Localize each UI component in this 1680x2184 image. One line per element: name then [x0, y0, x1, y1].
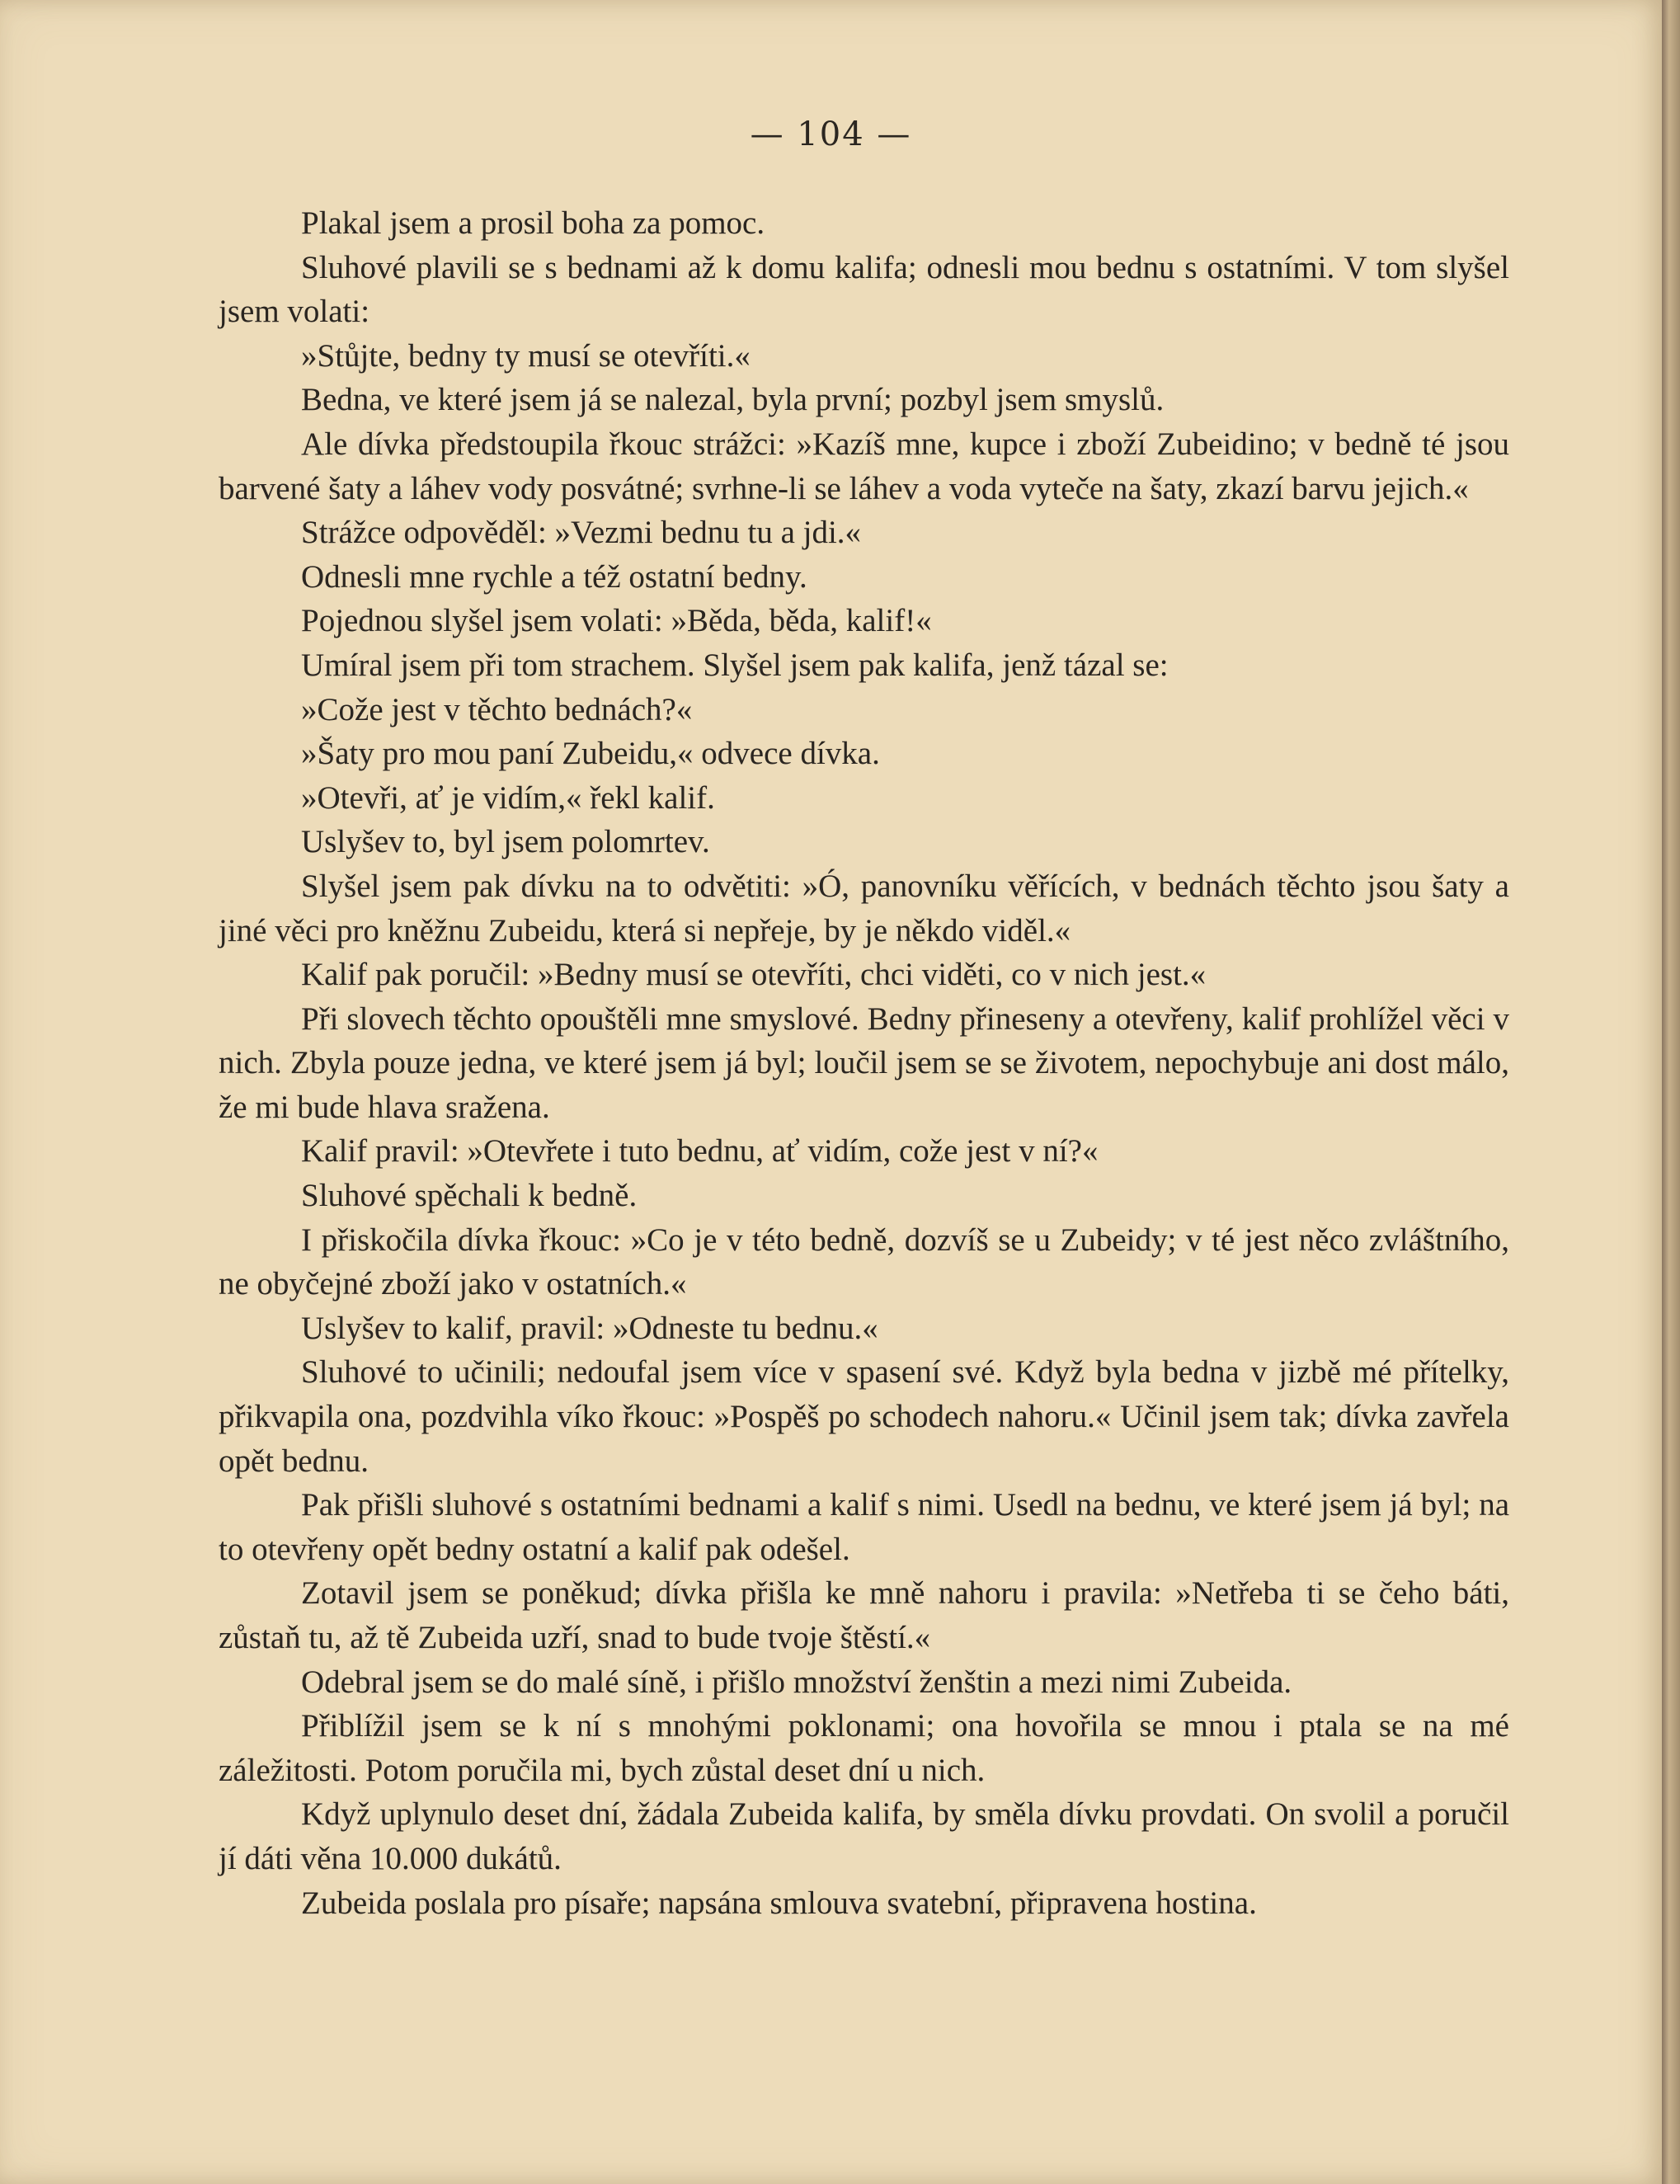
paragraph: Odnesli mne rychle a též ostatní bedny.: [301, 558, 807, 595]
paragraph: Uslyšev to kalif, pravil: »Odneste tu bednu.«: [301, 1310, 878, 1346]
page-edge: [1662, 0, 1680, 2184]
paragraph: Pojednou slyšel jsem volati: »Běda, běda, kalif!«: [301, 603, 932, 639]
paragraph: Bedna, ve které jsem já se nalezal, byla první; pozbyl jsem smyslů.: [301, 382, 1165, 418]
paragraph: Odebral jsem se do malé síně, i přišlo množství ženštin a mezi nimi Zubeida.: [301, 1664, 1292, 1700]
paragraph: I přiskočila dívka řkouc: »Co je v této bedně, dozvíš se u Zubeidy; v té jest něco zvláštního, ne obyčejné zboží jako v ostatních.«: [219, 1221, 1509, 1302]
paragraph: Pak přišli sluhové s ostatními bednami a kalif s nimi. Usedl na bednu, ve které jsem já byl; na to otevřeny opět bedny ostatní a kalif pak odešel.: [219, 1487, 1509, 1567]
paragraph: Když uplynulo deset dní, žádala Zubeida kalifa, by směla dívku provdati. On svolil a poručil jí dáti věna 10.000 dukátů.: [219, 1796, 1509, 1876]
paragraph: Zotavil jsem se poněkud; dívka přišla ke mně nahoru i pravila: »Netřeba ti se čeho báti, zůstaň tu, až tě Zubeida uzří, snad to bude tvoje štěstí.«: [219, 1575, 1509, 1655]
page-number: — 104 —: [750, 115, 912, 153]
paragraph: Sluhové to učinili; nedoufal jsem více v spasení své. Když byla bedna v jizbě mé přítelky, přikvapila ona, pozdvihla víko řkouc: »Pospěš po schodech nahoru.« Učinil jsem tak; dívka zavřela opět bednu.: [219, 1354, 1509, 1479]
paragraph: Zubeida poslala pro písaře; napsána smlouva svatební, připravena hostina.: [301, 1885, 1257, 1921]
paragraph: »Stůjte, bedny ty musí se otevříti.«: [301, 337, 751, 374]
paragraph: Kalif pak poručil: »Bedny musí se otevříti, chci viděti, co v nich jest.«: [301, 957, 1207, 993]
paragraph: Sluhové spěchali k bedně.: [301, 1178, 638, 1214]
paragraph: »Otevři, ať je vidím,« řekl kalif.: [301, 779, 715, 816]
paragraph: Sluhové plavili se s bednami až k domu kalifa; odnesli mou bednu s ostatními. V tom slyšel jsem volati:: [219, 249, 1509, 330]
paragraph: Kalif pravil: »Otevřete i tuto bednu, ať vidím, cože jest v ní?«: [301, 1133, 1099, 1170]
paragraph: Umíral jsem při tom strachem. Slyšel jsem pak kalifa, jenž tázal se:: [301, 647, 1169, 683]
paragraph: Uslyšev to, byl jsem polomrtev.: [301, 824, 710, 860]
paragraph: »Šaty pro mou paní Zubeidu,« odvece dívka.: [301, 736, 880, 772]
paragraph: Při slovech těchto opouštěli mne smyslové. Bedny přineseny a otevřeny, kalif prohlížel věci v nich. Zbyla pouze jedna, ve které jsem já byl; loučil jsem se se životem, nepochybuje ani dost málo, že mi bude hlava sražena.: [219, 1000, 1509, 1125]
page-text: [219, 201, 1509, 1925]
paragraph: Strážce odpověděl: »Vezmi bednu tu a jdi.«: [301, 515, 862, 551]
paragraph: Ale dívka předstoupila řkouc strážci: »Kazíš mne, kupce i zboží Zubeidino; v bedně té jsou barvené šaty a láhev vody posvátné; svrhne-li se láhev a voda vyteče na šaty, zkazí barvu jejich.«: [219, 426, 1509, 506]
paragraph: »Cože jest v těchto bednách?«: [301, 691, 693, 727]
paragraph: Plakal jsem a prosil boha za pomoc.: [301, 205, 765, 241]
paragraph: Slyšel jsem pak dívku na to odvětiti: »Ó, panovníku věřících, v bednách těchto jsou šaty a jiné věci pro kněžnu Zubeidu, která si nepřeje, by je někdo viděl.«: [219, 868, 1509, 948]
paragraph: Přiblížil jsem se k ní s mnohými poklonami; ona hovořila se mnou i ptala se na mé záležitosti. Potom poručila mi, bych zůstal deset dní u nich.: [219, 1708, 1509, 1788]
